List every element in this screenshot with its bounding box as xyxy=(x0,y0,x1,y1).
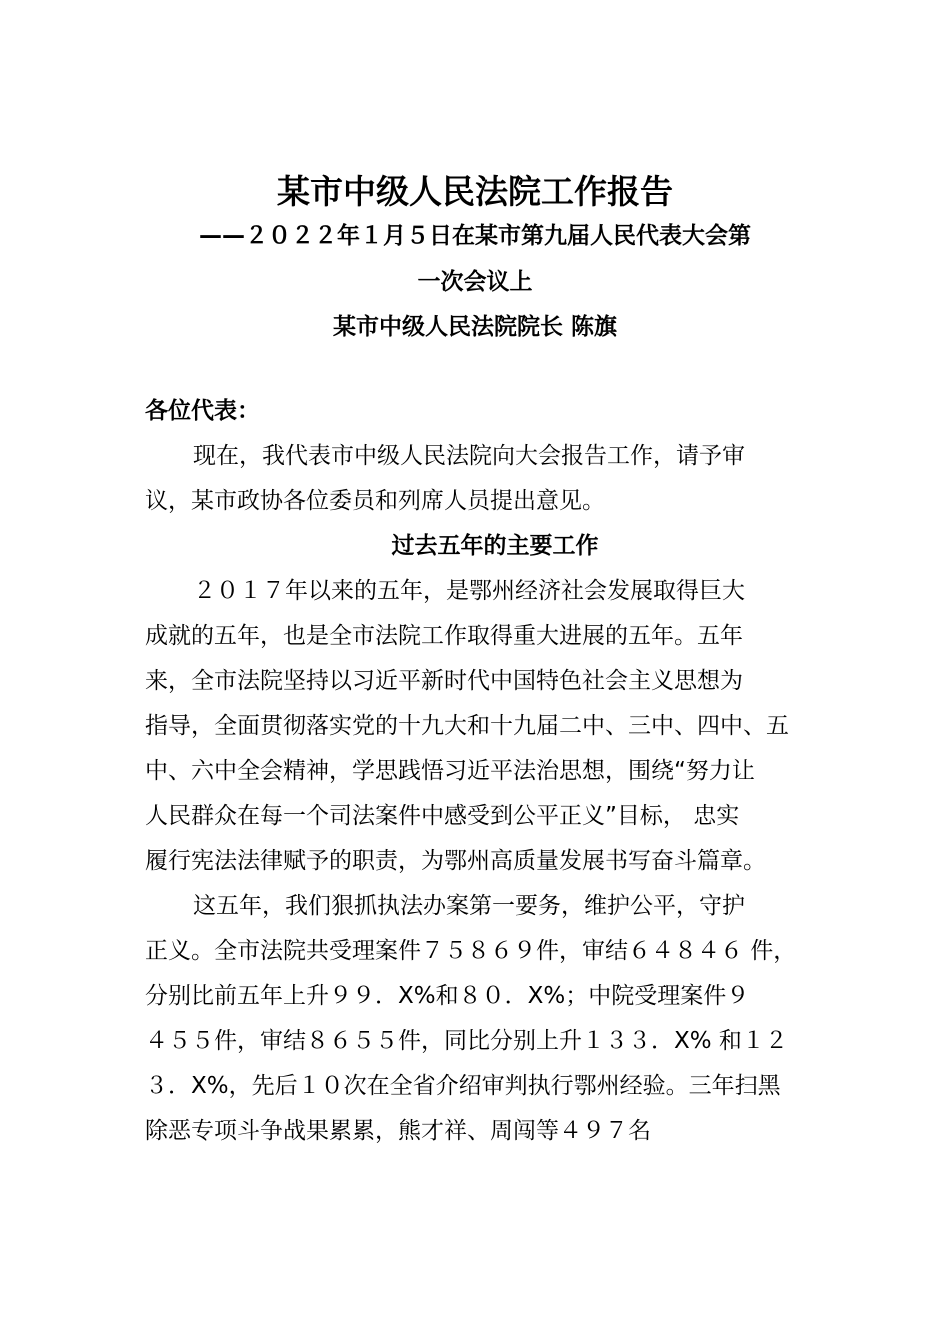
text-line: ４５５件，审结８６５５件，同比分别上升１３３．X% 和１２ xyxy=(145,1028,788,1054)
subtitle-line: 一次会议上 xyxy=(417,269,533,295)
document-subtitle xyxy=(100,213,850,305)
salutation: 各位代表： xyxy=(145,398,260,424)
text-line: 中、六中全会精神，学思践悟习近平法治思想，围绕“努力让 xyxy=(145,758,755,784)
text-line: 履行宪法法律赋予的职责，为鄂州高质量发展书写奋斗篇章。 xyxy=(145,848,766,874)
intro-paragraph xyxy=(145,434,855,524)
document-body xyxy=(145,389,855,1154)
text-line: ２０１７年以来的五年，是鄂州经济社会发展取得巨大 xyxy=(193,578,745,604)
text-line: 除恶专项斗争战果累累，熊才祥、周闯等４９７名 xyxy=(145,1118,651,1144)
text-line: 分别比前五年上升９９．X%和８０．X%；中院受理案件９ xyxy=(145,983,750,1009)
paragraph-achievements xyxy=(145,569,855,884)
document-author: 某市中级人民法院院长 陈旗 xyxy=(332,314,617,340)
document-title: 某市中级人民法院工作报告 xyxy=(277,172,673,211)
subtitle-line: ——２０２２年１月５日在某市第九届人民代表大会第 xyxy=(199,223,751,249)
text-line: ３．X%，先后１０次在全省介绍审判执行鄂州经验。三年扫黑 xyxy=(145,1073,781,1099)
paragraph-case-statistics xyxy=(145,884,855,1154)
text-line: 人民群众在每一个司法案件中感受到公平正义”目标， 忠实 xyxy=(145,803,740,829)
section-heading: 过去五年的主要工作 xyxy=(391,533,599,559)
text-line: 成就的五年，也是全市法院工作取得重大进展的五年。五年 xyxy=(145,623,743,649)
text-line: 现在，我代表市中级人民法院向大会报告工作，请予审 xyxy=(193,443,745,469)
text-line: 这五年，我们狠抓执法办案第一要务，维护公平，守护 xyxy=(193,893,745,919)
text-line: 来，全市法院坚持以习近平新时代中国特色社会主义思想为 xyxy=(145,668,743,694)
text-line: 议，某市政协各位委员和列席人员提出意见。 xyxy=(145,488,605,514)
text-line: 指导，全面贯彻落实党的十九大和十九届二中、三中、四中、五 xyxy=(145,713,789,739)
text-line: 正义。全市法院共受理案件７５８６９件，审结６４８４６ 件， xyxy=(145,938,797,964)
